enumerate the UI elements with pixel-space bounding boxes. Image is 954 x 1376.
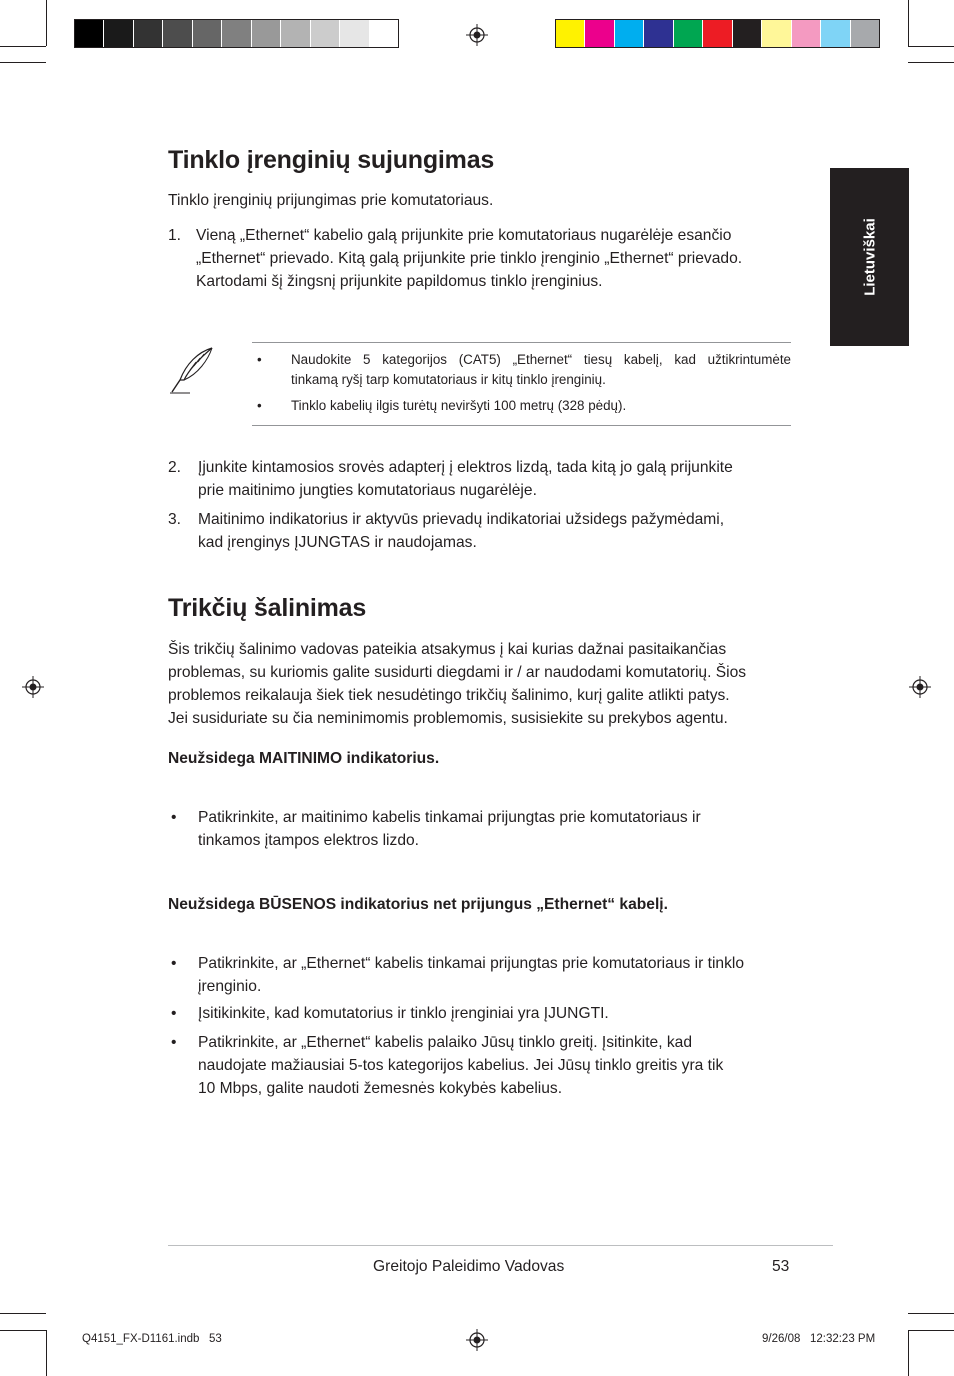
step-3 bbox=[168, 508, 808, 554]
step-number: 2. bbox=[168, 459, 182, 476]
gray-swatch bbox=[75, 20, 103, 47]
problem1-item-1 bbox=[168, 806, 808, 852]
step-number: 3. bbox=[168, 511, 182, 528]
note-item-1 bbox=[257, 350, 791, 390]
bullet: • bbox=[257, 352, 262, 367]
slug-file-info: Q4151_FX-D1161.indb 53 bbox=[82, 1333, 222, 1345]
bullet: • bbox=[171, 809, 177, 826]
color-swatch bbox=[702, 20, 731, 47]
section-title-network-connection: Tinklo įrenginių sujungimas bbox=[168, 146, 495, 174]
item-line: naudojate mažiausiai 5-tos kategorijos kabelius. Jei Jūsų tinklo greitis yra tik bbox=[198, 1057, 724, 1074]
item-line: 10 Mbps, galite naudoti žemesnės kokybės kabelius. bbox=[198, 1080, 563, 1097]
crop-mark-br-v bbox=[908, 1330, 909, 1376]
color-swatch bbox=[820, 20, 849, 47]
note-item-2 bbox=[257, 396, 791, 416]
crop-mark-bl-h2 bbox=[0, 1330, 46, 1331]
step-line: „Ethernet“ prievado. Kitą galą prijunkite prie tinklo įrenginio „Ethernet“ prievado. bbox=[196, 250, 743, 267]
intro-line: problemos reikalauja šiek tiek nesudėtingo trikčių šalinimo, kurį galite atlikti patys. bbox=[168, 687, 730, 704]
color-swatch bbox=[791, 20, 820, 47]
crop-mark-tl-v bbox=[46, 0, 47, 46]
color-swatch bbox=[850, 20, 879, 47]
problem2-item-1 bbox=[168, 952, 808, 998]
feather-pen-icon bbox=[168, 344, 216, 396]
bullet: • bbox=[171, 955, 177, 972]
item-line: Patikrinkite, ar „Ethernet“ kabelis tinkamai prijungtas prie komutatoriaus ir tinklo bbox=[198, 955, 745, 972]
step-line: prie maitinimo jungties komutatoriaus nugarėlėje. bbox=[198, 482, 537, 499]
item-line: tinkamos įtampos elektros lizdo. bbox=[198, 832, 420, 849]
note-top-rule bbox=[252, 342, 791, 343]
note-bottom-rule bbox=[252, 425, 791, 426]
footer-title: Greitojo Paleidimo Vadovas bbox=[373, 1258, 565, 1275]
item-line: įrenginio. bbox=[198, 978, 262, 995]
note-line: tinkamą ryšį tarp komutatoriaus ir kitų tinklo įrenginių. bbox=[291, 372, 606, 387]
problem2-item-2 bbox=[168, 1002, 808, 1025]
process-color-bar bbox=[555, 19, 880, 48]
step-line: Vieną „Ethernet“ kabelio galą prijunkite prie komutatoriaus nugarėlėje esančio bbox=[196, 227, 732, 244]
color-swatch bbox=[556, 20, 584, 47]
bullet: • bbox=[257, 398, 262, 413]
problem-heading-status: Neužsidega BŪSENOS indikatorius net prijungus „Ethernet“ kabelį. bbox=[168, 896, 668, 913]
item-line: Patikrinkite, ar „Ethernet“ kabelis palaiko Jūsų tinklo greitį. Įsitinkite, kad bbox=[198, 1034, 693, 1051]
crop-mark-tl-h bbox=[0, 46, 46, 47]
registration-mark-top-icon bbox=[466, 24, 488, 46]
gray-swatch bbox=[103, 20, 132, 47]
slug-date: 9/26/08 12:32:23 PM bbox=[762, 1333, 876, 1345]
side-tab-label: Lietuviškai bbox=[861, 218, 878, 296]
crop-mark-bl-v bbox=[46, 1330, 47, 1376]
intro-line: problemas, su kuriomis galite susidurti diegdami ir / ar naudodami komutatorių. Šios bbox=[168, 664, 747, 681]
page-number: 53 bbox=[772, 1258, 790, 1275]
crop-mark-tl-h2 bbox=[0, 62, 46, 63]
section-title-troubleshooting: Trikčių šalinimas bbox=[168, 594, 367, 622]
step-line: kad įrenginys ĮJUNGTAS ir naudojamas. bbox=[198, 534, 477, 551]
intro-line: Šis trikčių šalinimo vadovas pateikia atsakymus į kai kurias dažnai pasitaikančias bbox=[168, 641, 727, 658]
bullet: • bbox=[171, 1005, 177, 1022]
gray-swatch bbox=[133, 20, 162, 47]
step-number: 1. bbox=[168, 227, 182, 244]
bullet: • bbox=[171, 1034, 177, 1051]
registration-mark-right-icon bbox=[909, 676, 931, 698]
item-line: Patikrinkite, ar maitinimo kabelis tinkamai prijungtas prie komutatoriaus ir bbox=[198, 809, 701, 826]
section1-intro: Tinklo įrenginių prijungimas prie komutatoriaus. bbox=[168, 192, 494, 209]
footer-rule bbox=[168, 1245, 833, 1246]
note-line: Naudokite 5 kategorijos (CAT5) „Ethernet“ tiesų kabelį, kad užtikrintumėte bbox=[291, 352, 791, 367]
color-swatch bbox=[614, 20, 643, 47]
step-line: Maitinimo indikatorius ir aktyvūs prievadų indikatoriai užsidegs pažymėdami, bbox=[198, 511, 725, 528]
step-2 bbox=[168, 456, 808, 502]
step-1 bbox=[168, 224, 808, 294]
registration-mark-left-icon bbox=[22, 676, 44, 698]
crop-mark-tr-h2 bbox=[908, 62, 954, 63]
gray-swatch bbox=[339, 20, 368, 47]
color-swatch bbox=[732, 20, 761, 47]
gray-swatch bbox=[310, 20, 339, 47]
crop-mark-br-h bbox=[908, 1313, 954, 1314]
intro-line: Jei susiduriate su čia neminimomis problemomis, susisiekite su prekybos agentu. bbox=[168, 710, 728, 727]
color-swatch bbox=[761, 20, 790, 47]
item-line: Įsitikinkite, kad komutatorius ir tinklo įrenginiai yra ĮJUNGTI. bbox=[198, 1005, 609, 1022]
step-line: Kartodami šį žingsnį prijunkite papildomus tinklo įrenginius. bbox=[196, 273, 603, 290]
language-side-tab bbox=[830, 168, 909, 346]
color-swatch bbox=[673, 20, 702, 47]
gray-swatch bbox=[192, 20, 221, 47]
note-line: Tinklo kabelių ilgis turėtų neviršyti 100 metrų (328 pėdų). bbox=[291, 398, 627, 413]
crop-mark-bl-h bbox=[0, 1313, 46, 1314]
crop-mark-tr-h bbox=[908, 46, 954, 47]
section2-intro bbox=[168, 638, 798, 730]
gray-swatch bbox=[280, 20, 309, 47]
gray-swatch bbox=[251, 20, 280, 47]
color-swatch bbox=[584, 20, 613, 47]
problem-heading-power: Neužsidega MAITINIMO indikatorius. bbox=[168, 750, 440, 767]
crop-mark-br-h2 bbox=[908, 1330, 954, 1331]
problem2-item-3 bbox=[168, 1031, 808, 1100]
gray-swatch bbox=[162, 20, 191, 47]
gray-swatch bbox=[369, 20, 398, 47]
color-swatch bbox=[643, 20, 672, 47]
step-line: Įjunkite kintamosios srovės adapterį į elektros lizdą, tada kitą jo galą prijunkite bbox=[198, 459, 733, 476]
crop-mark-tr-v bbox=[908, 0, 909, 46]
grayscale-color-bar bbox=[74, 19, 399, 48]
gray-swatch bbox=[221, 20, 250, 47]
registration-mark-bottom-icon bbox=[466, 1329, 488, 1351]
